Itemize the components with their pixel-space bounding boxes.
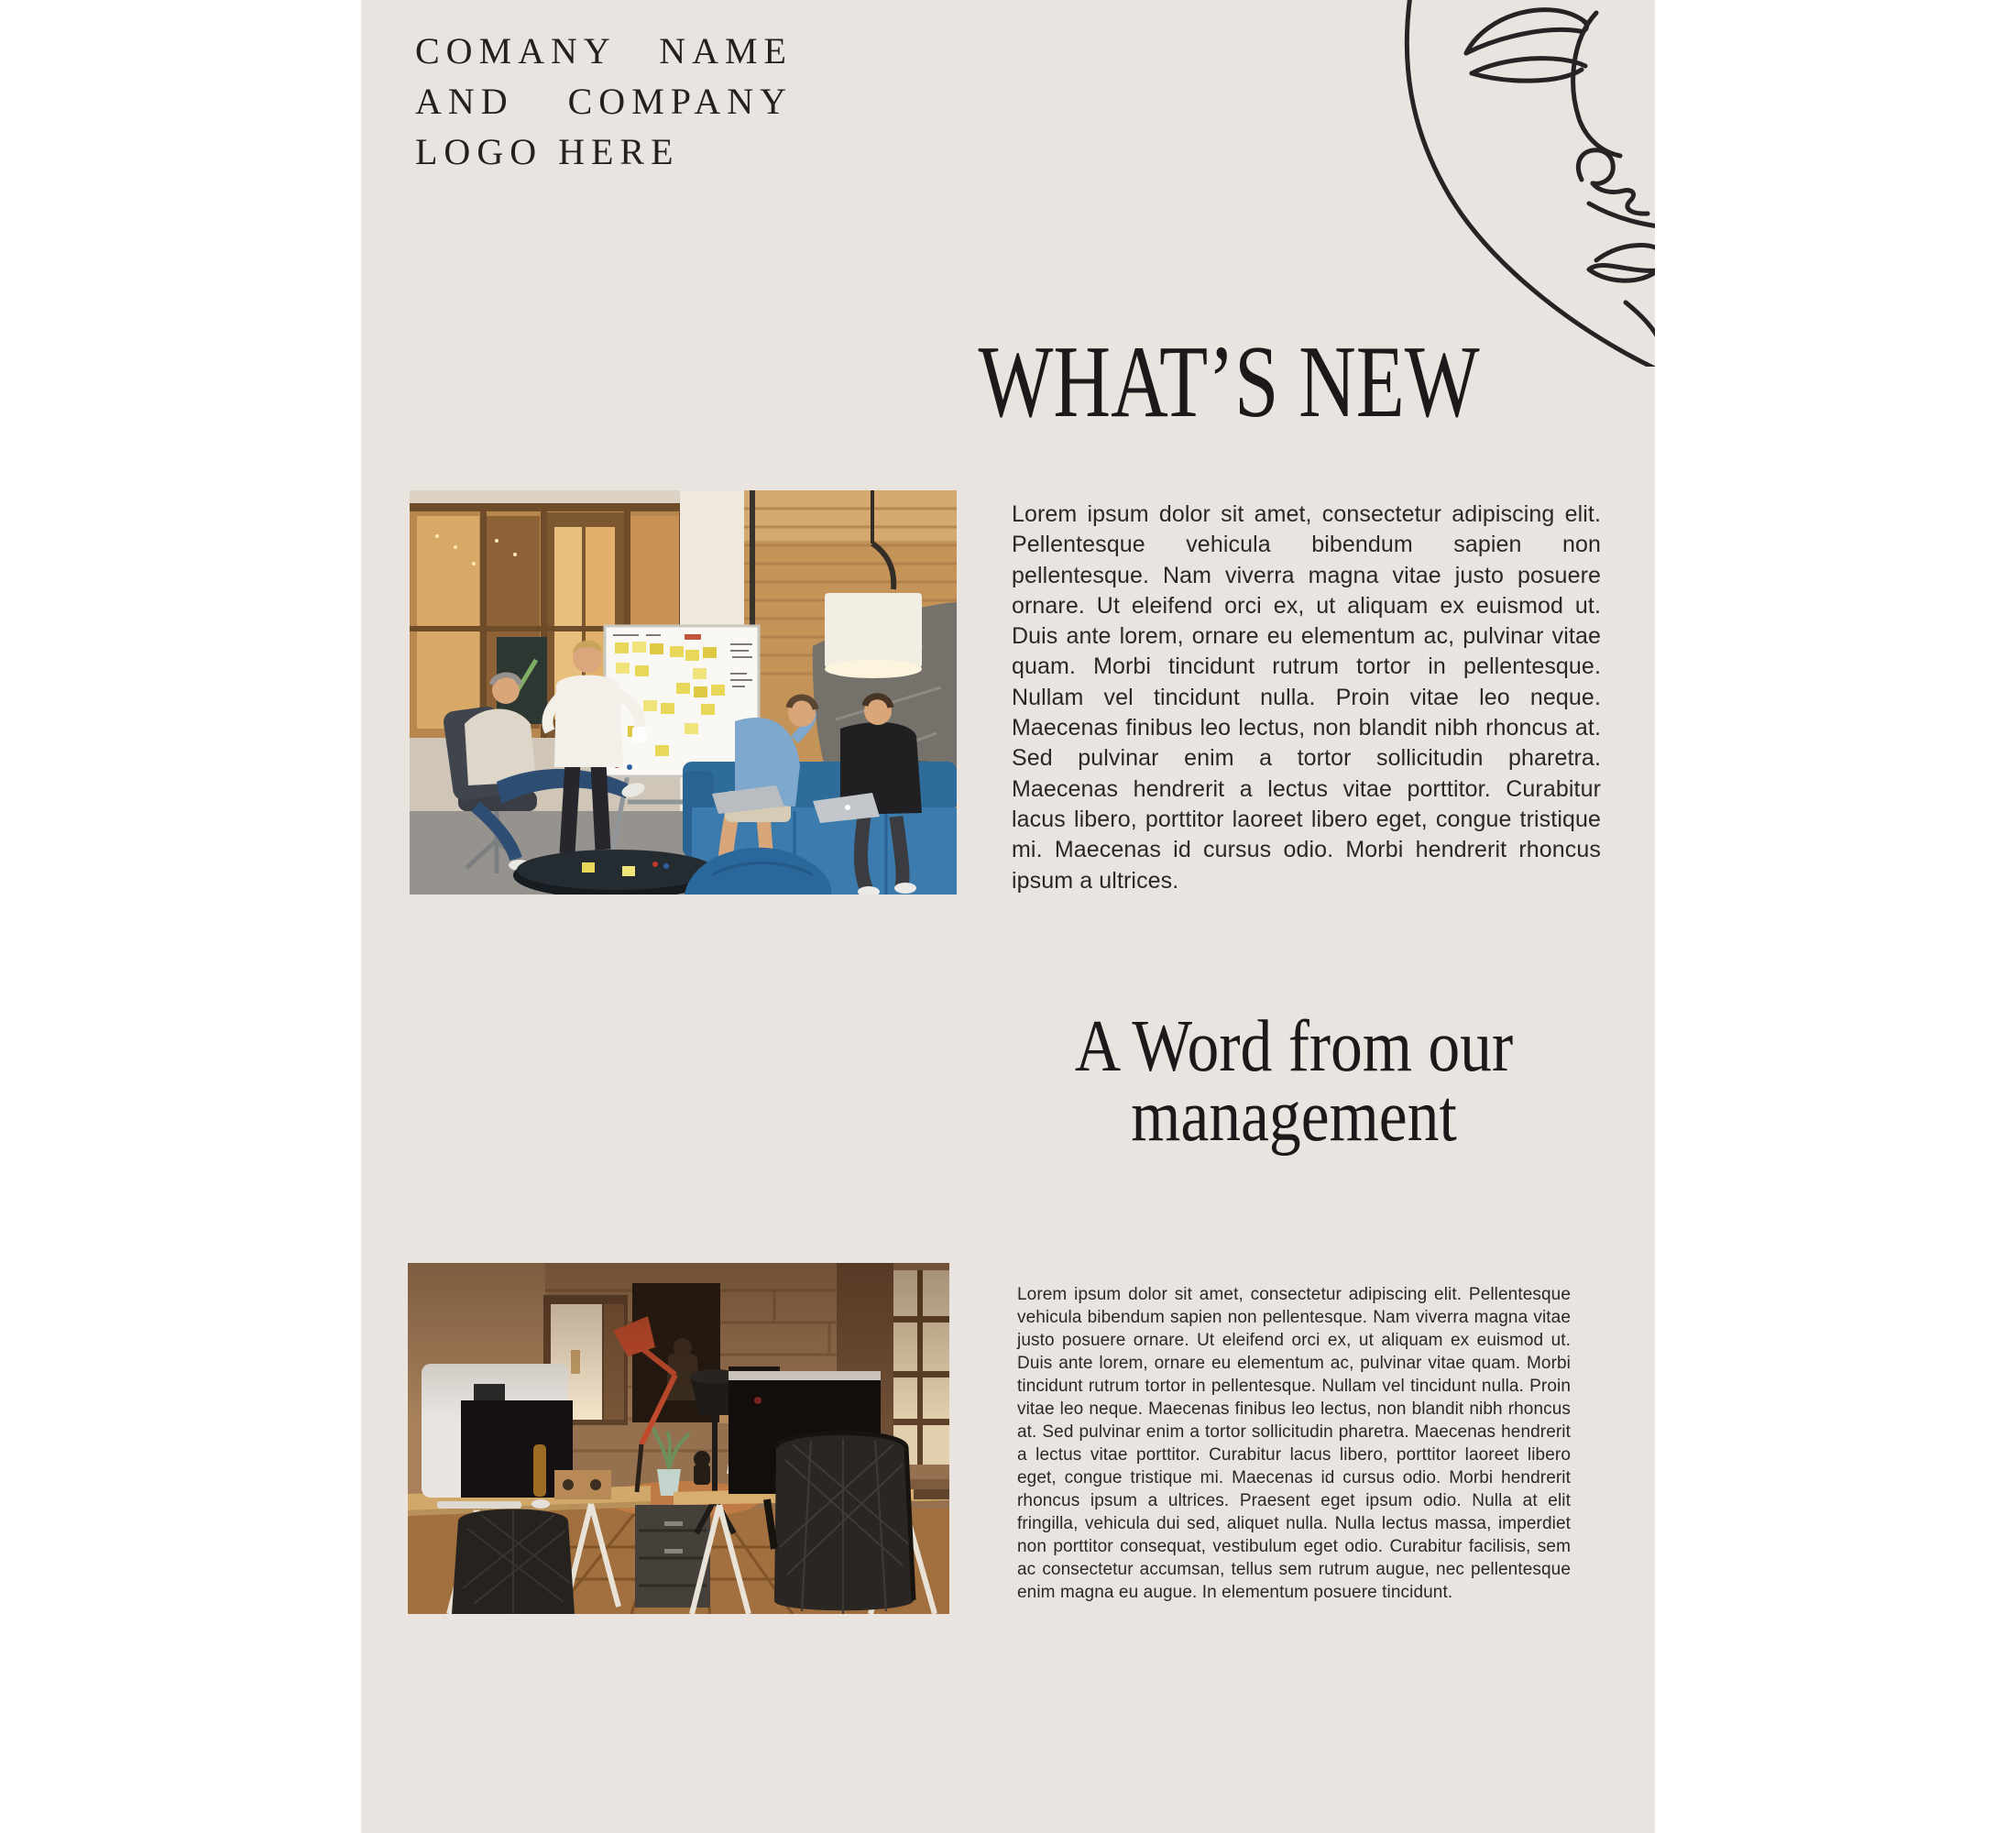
- company-logo-text: [415, 26, 793, 177]
- management-title: [1055, 1006, 1533, 1157]
- newsletter-page: [361, 0, 1655, 1833]
- management-title-line: management: [1131, 1076, 1457, 1157]
- logo-line: LOGO HERE: [415, 131, 680, 172]
- page-margin-right: [1655, 0, 2016, 1833]
- management-title-line: A Word from our: [1074, 1006, 1514, 1087]
- office-photo: [408, 1263, 949, 1614]
- logo-line: AND COMPANY: [415, 81, 793, 122]
- whats-new-title: WHAT’S NEW: [978, 325, 1480, 439]
- management-body: Lorem ipsum dolor sit amet, consectetur adipiscing elit. Pellentesque vehicula bibendum sapien non pellentesque. Nam viverra magna vitae justo posuere ornare. Ut eleifend orci ex, ut aliquam ex euismod ut. Duis ante lorem, ornare eu elementum ac, pulvinar vitae quam. Morbi tincidunt rutrum tortor in pellentesque. Nullam vel tincidunt nulla. Proin vitae leo neque. Maecenas finibus leo lectus, non blandit nibh rhoncus at. Sed pulvinar enim a tortor sollicitudin pharetra. Maecenas hendrerit a lectus vitae porttitor. Curabitur lacus libero, porttitor laoreet libero eget, congue tristique mi. Maecenas id cursus odio. Morbi hendrerit rhoncus ipsum a ultrices. Praesent eget ipsum odio. Nulla at elit fringilla, vehicula dui sed, aliquet nulla. Nulla lectus massa, imperdiet non porttitor consequat, vestibulum eget odio. Curabitur facilisis, sem ac consectetur accumsan, tellus sem rutrum augue, nec pellentesque enim magna eu augue. In elementum posuere tincidunt.: [1017, 1285, 1571, 1602]
- logo-line: COMANY NAME: [415, 30, 793, 71]
- meeting-photo: [410, 490, 957, 895]
- page-margin-left: [0, 0, 361, 1833]
- whats-new-body: Lorem ipsum dolor sit amet, consectetur adipiscing elit. Pellentesque vehicula bibendum sapien non pellentesque. Nam viverra magna vitae justo posuere ornare. Ut eleifend orci ex, ut aliquam ex euismod ut. Duis ante lorem, ornare eu elementum ac, pulvinar vitae quam. Morbi tincidunt rutrum tortor in pellentesque. Nullam vel tincidunt nulla. Proin vitae leo neque. Maecenas finibus leo lectus, non blandit nibh rhoncus at. Sed pulvinar enim a tortor sollicitudin pharetra. Maecenas hendrerit a lectus vitae porttitor. Curabitur lacus libero, porttitor laoreet libero eget, congue tristique mi. Maecenas id cursus odio. Morbi hendrerit rhoncus ipsum a ultrices.: [1012, 501, 1601, 894]
- face-line-art-illustration: [1353, 0, 1655, 367]
